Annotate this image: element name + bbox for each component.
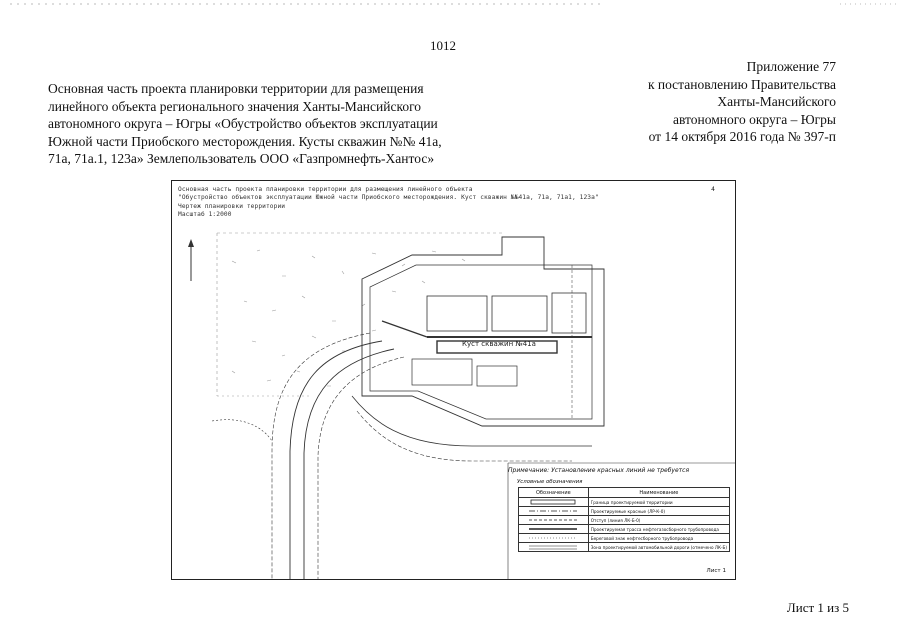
legend-row: [519, 516, 730, 525]
drawing-sheet: [171, 180, 736, 580]
legend-title: Условные обозначения: [517, 479, 583, 485]
legend-symbol: [519, 498, 589, 507]
appendix-block: [576, 58, 836, 146]
appendix-line: Приложение 77: [746, 59, 836, 74]
page-number: 1012: [430, 38, 456, 53]
drawing-note: Примечание: Установление красных линий не требуется: [508, 467, 690, 474]
legend-header-name: Наименование: [588, 488, 729, 498]
drawing-header-line: Основная часть проекта планировки территории для размещения линейного объекта: [178, 186, 473, 193]
appendix-line: автономного округа – Югры: [673, 111, 836, 127]
title-line: Основная часть проекта планировки территории для размещения: [48, 81, 424, 96]
legend-header-symbol: Обозначение: [519, 488, 589, 498]
pad-label: Куст скважин №41а: [462, 340, 536, 348]
document-title: [48, 80, 478, 168]
legend-table: [518, 487, 730, 552]
title-line: автономного округа – Югры «Обустройство объектов эксплуатации: [48, 116, 438, 131]
appendix-line: Ханты-Мансийского: [717, 94, 836, 109]
legend-header-row: [519, 488, 730, 498]
legend-row: [519, 525, 730, 534]
survey-area: [217, 233, 502, 396]
scan-noise-strip: [0, 0, 905, 8]
legend-label: Береговой знак нефтесборного трубопровода: [588, 534, 729, 543]
legend-symbol: [519, 516, 589, 525]
appendix-line: от 14 октября 2016 года № 397-п: [648, 129, 836, 144]
legend-label: Проектируемые красные (ЛР-К-0): [588, 507, 729, 516]
sheet-number: 4: [711, 186, 715, 193]
legend-label: Отступ (линия ЛК-Б-0): [588, 516, 729, 525]
title-line: Южной части Приобского месторождения. Кусты скважин №№ 41а,: [48, 133, 442, 149]
legend-symbol: [519, 525, 589, 534]
legend-symbol: [519, 543, 589, 552]
appendix-line: к постановлению Правительства: [647, 76, 836, 92]
legend-row: [519, 498, 730, 507]
title-line: 71а, 71а.1, 123а» Землепользователь ООО «Газпромнефть-Хантос»: [48, 151, 435, 166]
legend-symbol: [519, 507, 589, 516]
drawing-header-line: Чертеж планировки территории: [178, 202, 286, 210]
well-pad: [362, 237, 604, 426]
legend-label: Зона проектируемой автомобильной дороги (отмечено ЛК-Б): [588, 543, 729, 552]
title-line: линейного объекта регионального значения Ханты-Мансийского: [48, 98, 422, 114]
legend-label: Граница проектируемой территории: [588, 498, 729, 507]
legend-row: [519, 507, 730, 516]
drawing-header-line: Масштаб 1:2000: [178, 211, 232, 219]
legend-row: [519, 534, 730, 543]
drawing-header: [178, 186, 599, 220]
page-footer: Лист 1 из 5: [786, 600, 849, 615]
legend-label: Проектируемая трасса нефтегазосборного трубопровода: [588, 525, 729, 534]
legend-symbol: [519, 534, 589, 543]
sheet-label: Лист 1: [706, 568, 726, 574]
legend-row: [519, 543, 730, 552]
drawing-header-line: "Обустройство объектов эксплуатации Южной части Приобского месторождения. Куст скважин №№41а, 71а, 71а1, 123а": [178, 194, 599, 202]
north-arrow-icon: [188, 239, 194, 281]
